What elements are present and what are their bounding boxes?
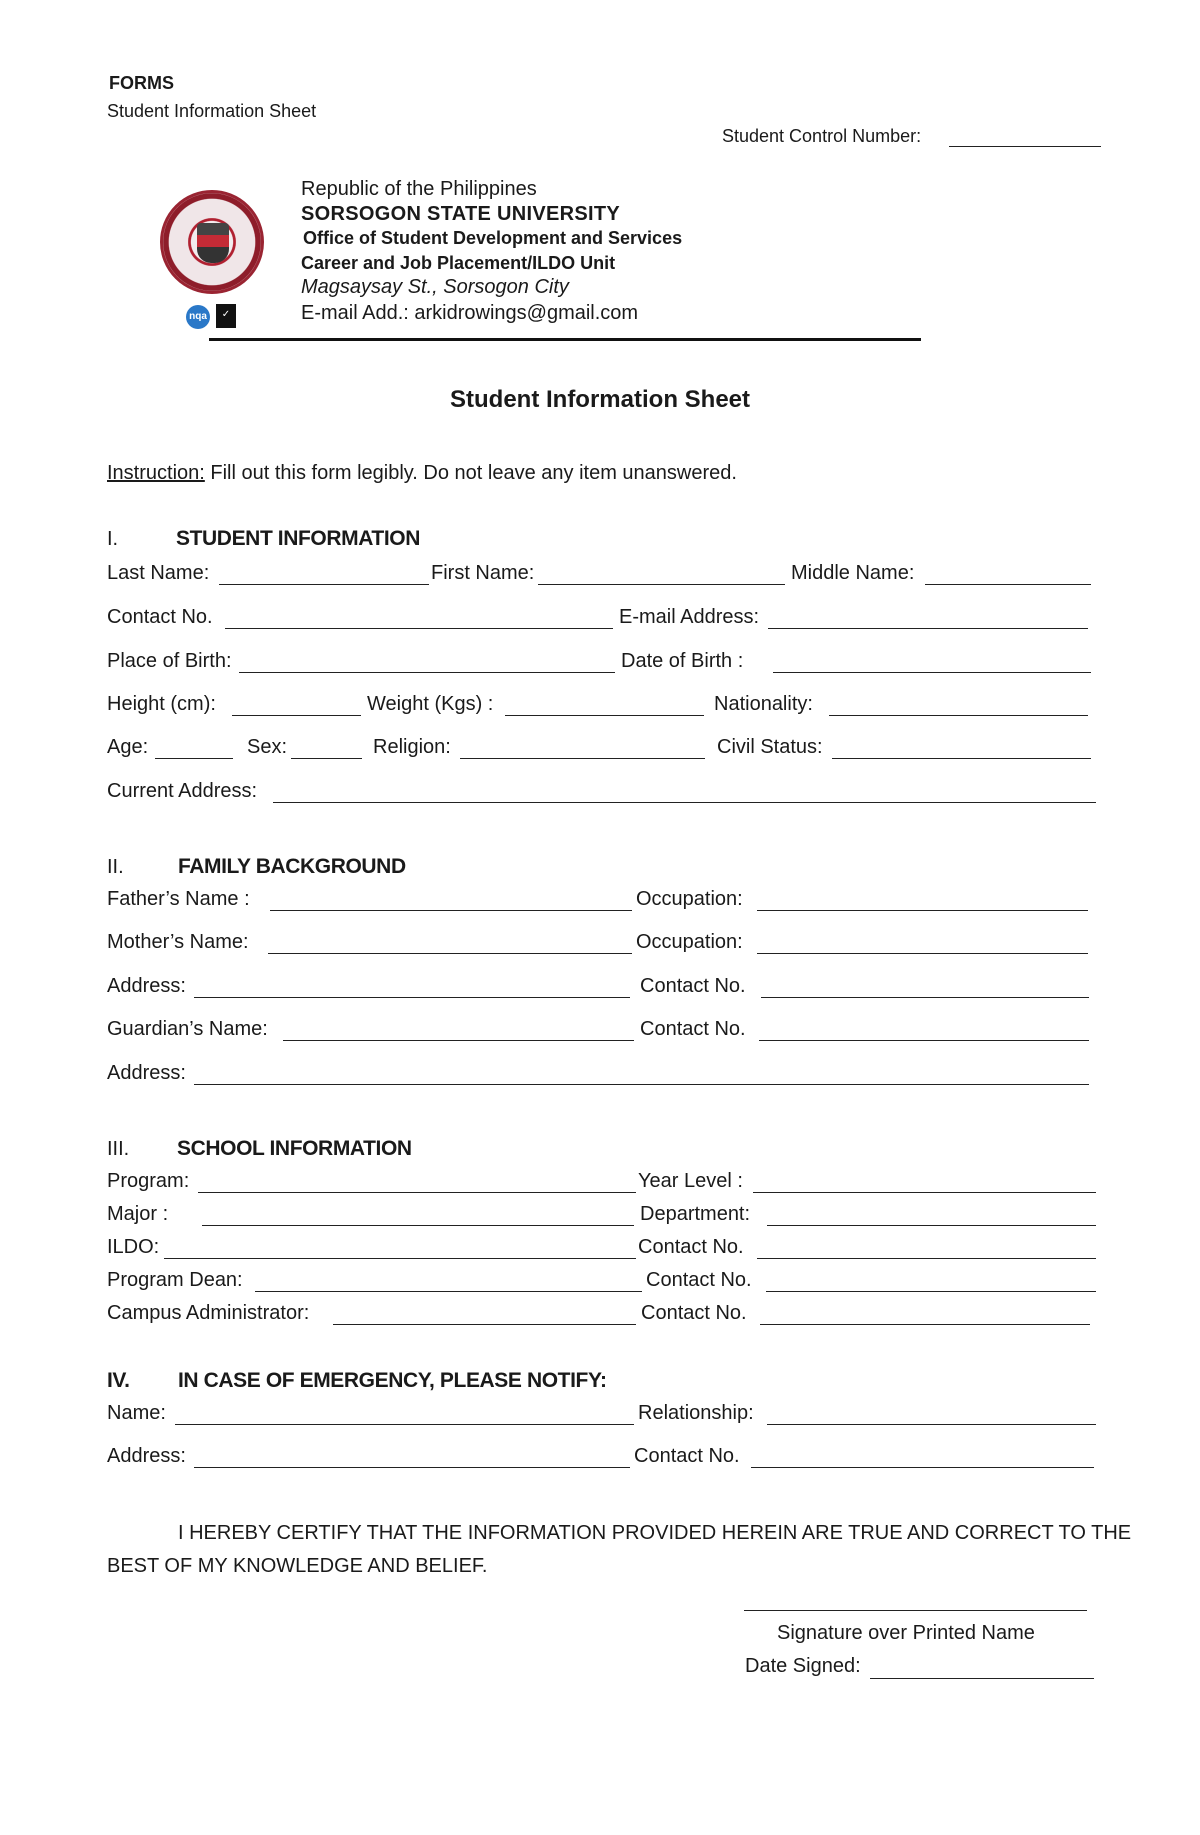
email-field[interactable] bbox=[768, 628, 1088, 629]
campus-admin-field[interactable] bbox=[333, 1324, 636, 1325]
parents-contact-field[interactable] bbox=[761, 997, 1089, 998]
father-occupation-label: Occupation: bbox=[636, 888, 743, 910]
height-field[interactable] bbox=[232, 715, 361, 716]
weight-field[interactable] bbox=[505, 715, 704, 716]
last-name-label: Last Name: bbox=[107, 562, 210, 584]
guardian-address-field[interactable] bbox=[194, 1084, 1089, 1085]
middle-name-field[interactable] bbox=[925, 584, 1091, 585]
ildo-label: ILDO: bbox=[107, 1236, 160, 1258]
admin-contact-field[interactable] bbox=[760, 1324, 1090, 1325]
relationship-field[interactable] bbox=[767, 1424, 1096, 1425]
contact-no-field[interactable] bbox=[225, 628, 613, 629]
sex-label: Sex: bbox=[247, 736, 288, 758]
ildo-contact-label: Contact No. bbox=[638, 1236, 744, 1258]
nationality-label: Nationality: bbox=[714, 693, 813, 715]
office-name: Office of Student Development and Services bbox=[303, 228, 683, 248]
instruction-text: Fill out this form legibly. Do not leave any item unanswered. bbox=[204, 462, 737, 484]
dean-contact-label: Contact No. bbox=[646, 1269, 752, 1291]
major-field[interactable] bbox=[202, 1225, 634, 1226]
civil-status-label: Civil Status: bbox=[717, 736, 823, 758]
ildo-contact-field[interactable] bbox=[757, 1258, 1096, 1259]
religion-label: Religion: bbox=[373, 736, 451, 758]
university-name: SORSOGON STATE UNIVERSITY bbox=[301, 203, 621, 225]
guardians-name-field[interactable] bbox=[283, 1040, 634, 1041]
religion-field[interactable] bbox=[460, 758, 705, 759]
section-2-title: FAMILY BACKGROUND bbox=[178, 855, 406, 878]
form-subtitle: Student Information Sheet bbox=[107, 101, 317, 121]
section-3-title: SCHOOL INFORMATION bbox=[177, 1137, 412, 1160]
year-level-label: Year Level : bbox=[638, 1170, 743, 1192]
section-1-number: I. bbox=[107, 528, 119, 550]
place-of-birth-field[interactable] bbox=[239, 672, 615, 673]
address-line: Magsaysay St., Sorsogon City bbox=[301, 276, 569, 298]
instruction bbox=[107, 462, 737, 485]
nqa-certification-icon: nqa bbox=[186, 305, 210, 329]
admin-contact-label: Contact No. bbox=[641, 1302, 747, 1324]
emergency-contact-field[interactable] bbox=[751, 1467, 1094, 1468]
guardian-address-label: Address: bbox=[107, 1062, 186, 1084]
emergency-name-label: Name: bbox=[107, 1402, 166, 1424]
republic-line: Republic of the Philippines bbox=[301, 178, 537, 200]
forms-label: FORMS bbox=[109, 73, 174, 93]
program-dean-label: Program Dean: bbox=[107, 1269, 243, 1291]
header-divider bbox=[209, 338, 921, 341]
page-title: Student Information Sheet bbox=[450, 386, 750, 413]
mothers-name-field[interactable] bbox=[268, 953, 632, 954]
age-label: Age: bbox=[107, 736, 149, 758]
guardian-contact-label: Contact No. bbox=[640, 1018, 746, 1040]
department-label: Department: bbox=[640, 1203, 751, 1225]
fathers-name-label: Father’s Name : bbox=[107, 888, 250, 910]
place-of-birth-label: Place of Birth: bbox=[107, 650, 232, 672]
ildo-field[interactable] bbox=[164, 1258, 636, 1259]
program-label: Program: bbox=[107, 1170, 190, 1192]
control-number-label: Student Control Number: bbox=[722, 126, 922, 146]
first-name-label: First Name: bbox=[431, 562, 535, 584]
contact-no-label: Contact No. bbox=[107, 606, 213, 628]
current-address-label: Current Address: bbox=[107, 780, 258, 802]
relationship-label: Relationship: bbox=[638, 1402, 754, 1424]
parents-address-label: Address: bbox=[107, 975, 186, 997]
parents-address-field[interactable] bbox=[194, 997, 630, 998]
certification-line-1: I HEREBY CERTIFY THAT THE INFORMATION PROVIDED HEREIN ARE TRUE AND CORRECT TO THE bbox=[178, 1522, 1132, 1544]
nationality-field[interactable] bbox=[829, 715, 1088, 716]
mother-occupation-label: Occupation: bbox=[636, 931, 743, 953]
section-1-title: STUDENT INFORMATION bbox=[176, 527, 420, 550]
first-name-field[interactable] bbox=[538, 584, 785, 585]
certification-line-2: BEST OF MY KNOWLEDGE AND BELIEF. bbox=[107, 1555, 488, 1577]
date-of-birth-field[interactable] bbox=[773, 672, 1091, 673]
email-label: E-mail Address: bbox=[619, 606, 760, 628]
sex-field[interactable] bbox=[291, 758, 362, 759]
father-occupation-field[interactable] bbox=[757, 910, 1088, 911]
section-4-number: IV. bbox=[107, 1369, 130, 1392]
section-4-title: IN CASE OF EMERGENCY, PLEASE NOTIFY: bbox=[178, 1369, 607, 1392]
current-address-field[interactable] bbox=[273, 802, 1096, 803]
signature-field[interactable] bbox=[744, 1610, 1087, 1611]
weight-label: Weight (Kgs) : bbox=[367, 693, 494, 715]
control-number-field[interactable] bbox=[949, 146, 1101, 147]
university-seal-logo bbox=[160, 190, 264, 294]
instruction-label: Instruction: bbox=[107, 462, 205, 484]
mothers-name-label: Mother’s Name: bbox=[107, 931, 249, 953]
email-line: E-mail Add.: arkidrowings@gmail.com bbox=[301, 302, 639, 324]
campus-admin-label: Campus Administrator: bbox=[107, 1302, 310, 1324]
date-of-birth-label: Date of Birth : bbox=[621, 650, 744, 672]
iso-certification-icon: ✓ bbox=[216, 304, 236, 328]
program-dean-field[interactable] bbox=[255, 1291, 642, 1292]
date-signed-label: Date Signed: bbox=[745, 1655, 861, 1677]
civil-status-field[interactable] bbox=[832, 758, 1091, 759]
section-3-number: III. bbox=[107, 1138, 130, 1160]
middle-name-label: Middle Name: bbox=[791, 562, 915, 584]
signature-label: Signature over Printed Name bbox=[777, 1622, 1035, 1644]
department-field[interactable] bbox=[767, 1225, 1096, 1226]
guardians-name-label: Guardian’s Name: bbox=[107, 1018, 268, 1040]
emergency-contact-label: Contact No. bbox=[634, 1445, 740, 1467]
guardian-contact-field[interactable] bbox=[759, 1040, 1089, 1041]
unit-name: Career and Job Placement/ILDO Unit bbox=[301, 253, 616, 273]
dean-contact-field[interactable] bbox=[766, 1291, 1096, 1292]
major-label: Major : bbox=[107, 1203, 169, 1225]
emergency-name-field[interactable] bbox=[175, 1424, 634, 1425]
height-label: Height (cm): bbox=[107, 693, 216, 715]
emergency-address-label: Address: bbox=[107, 1445, 186, 1467]
mother-occupation-field[interactable] bbox=[757, 953, 1088, 954]
parents-contact-label: Contact No. bbox=[640, 975, 746, 997]
date-signed-field[interactable] bbox=[870, 1678, 1094, 1679]
section-2-number: II. bbox=[107, 856, 124, 878]
fathers-name-field[interactable] bbox=[270, 910, 632, 911]
age-field[interactable] bbox=[155, 758, 233, 759]
emergency-address-field[interactable] bbox=[194, 1467, 630, 1468]
last-name-field[interactable] bbox=[219, 584, 429, 585]
year-level-field[interactable] bbox=[753, 1192, 1096, 1193]
program-field[interactable] bbox=[198, 1192, 636, 1193]
